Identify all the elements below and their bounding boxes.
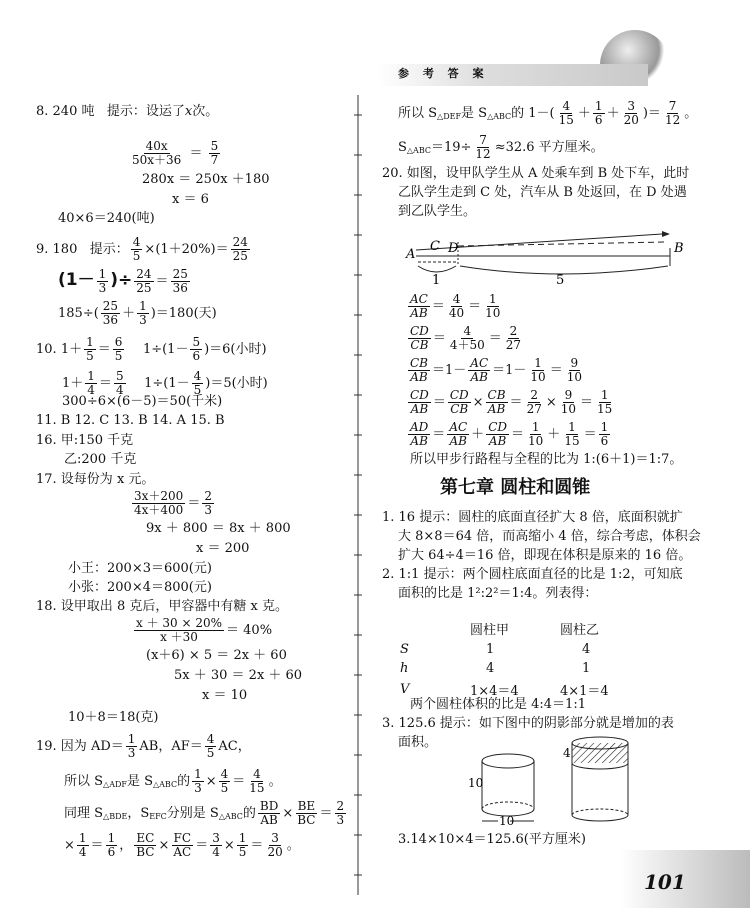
table-header: 圆柱甲 bbox=[470, 623, 510, 638]
q19-text: ，S bbox=[127, 806, 150, 821]
q19-text: 。 bbox=[268, 774, 282, 789]
frac-num: 1 bbox=[107, 831, 116, 845]
frac-num: 1 bbox=[98, 267, 107, 281]
c3-line1: 3. 125.6 提示：如下图中的阴影部分就是增加的表 bbox=[382, 716, 674, 731]
frac-den: 5 bbox=[193, 383, 202, 397]
q9-text: ＋ bbox=[122, 306, 136, 321]
q8-answer: 8. 240 吨 bbox=[36, 104, 95, 119]
q19-text: 。 bbox=[286, 838, 300, 853]
q20-route-diagram bbox=[400, 222, 690, 292]
frac-num: 1 bbox=[238, 831, 247, 845]
q19-sub: △ADF bbox=[103, 780, 127, 789]
frac-num: AC bbox=[449, 420, 468, 434]
frac-num: 5 bbox=[192, 335, 201, 349]
c3-line2: 面积。 bbox=[398, 735, 438, 750]
q19-text: 的 bbox=[242, 806, 256, 821]
frac-den: 6 bbox=[600, 434, 609, 448]
q20-eq2 bbox=[406, 325, 525, 352]
cylinder-original bbox=[482, 754, 534, 821]
frac-den: 6 bbox=[594, 113, 603, 127]
q9-text: 185÷( bbox=[58, 306, 99, 321]
frac-num: 4 bbox=[253, 767, 261, 781]
frac-num: 4 bbox=[206, 732, 215, 746]
frac-num: 25 bbox=[102, 299, 119, 313]
q20-text: ＝ bbox=[580, 395, 594, 410]
q8-hint: 提示：设运了 bbox=[106, 104, 185, 119]
frac-den: 10 bbox=[530, 370, 546, 384]
label-5: 5 bbox=[556, 273, 565, 288]
frac-den: 27 bbox=[505, 338, 522, 352]
q9-answer: 9. 180 bbox=[36, 242, 78, 257]
frac-num: 1 bbox=[86, 335, 94, 349]
frac-num: 1 bbox=[568, 420, 576, 434]
q10-num: 10. bbox=[36, 342, 57, 357]
rt-text: 所以 S bbox=[398, 106, 438, 121]
arrow-head bbox=[662, 231, 670, 237]
q8-line1 bbox=[36, 104, 218, 120]
table-cell: 4 bbox=[582, 642, 591, 657]
q20-text: × bbox=[472, 395, 484, 410]
frac-num: 1 bbox=[600, 420, 609, 434]
c3-result: 3.14×10×4＝125.6(平方厘米) bbox=[398, 832, 586, 847]
q20-text: ＝ bbox=[431, 299, 445, 314]
q9-line2 bbox=[58, 268, 192, 295]
frac-den: 20 bbox=[623, 113, 639, 127]
frac-den: AB bbox=[449, 434, 467, 448]
q18-eq2: (x＋6) × 5 ＝ 2x ＋ 60 bbox=[146, 648, 287, 663]
q20-text: ＋ bbox=[547, 427, 561, 442]
label-a: A bbox=[406, 247, 416, 262]
frac-num: CD bbox=[449, 388, 469, 402]
frac-den: AB bbox=[410, 434, 428, 448]
q17-eq1 bbox=[130, 490, 216, 517]
q20-text: ＝ bbox=[432, 331, 446, 346]
frac-den: 40 bbox=[448, 306, 465, 320]
frac-den: 27 bbox=[526, 402, 542, 416]
q20-line3: 到乙队学生。 bbox=[398, 204, 477, 219]
frac-den: 5 bbox=[238, 845, 247, 859]
q20-text: ＝1－ bbox=[492, 363, 527, 378]
frac-den: x ＋30 bbox=[160, 630, 198, 644]
rt-text: ＋ bbox=[606, 106, 620, 121]
frac-den: 20 bbox=[267, 845, 283, 859]
q8-eq-sign: ＝ bbox=[189, 146, 203, 161]
frac-den: AB bbox=[488, 434, 507, 448]
q20-text: ＝ bbox=[511, 427, 525, 442]
q20-line2: 乙队学生走到 C 处，汽车从 B 处返回，在 D 处遇 bbox=[398, 185, 687, 200]
table-header-row bbox=[400, 617, 650, 640]
q8-eq-rnum: 5 bbox=[210, 139, 219, 153]
frac-den: 15 bbox=[564, 434, 580, 448]
table-cell: 4×1＝4 bbox=[560, 684, 609, 699]
q10-line2 bbox=[62, 370, 268, 397]
table-cell: 1 bbox=[582, 661, 591, 676]
frac-den: BC bbox=[136, 845, 155, 859]
frac-num: EC bbox=[136, 831, 155, 845]
q20-text: ＋ bbox=[471, 427, 485, 442]
frac-num: 1 bbox=[531, 420, 540, 434]
q9-text: (1－ bbox=[58, 270, 95, 290]
frac-den: 5 bbox=[86, 349, 94, 363]
frac-num: FC bbox=[173, 831, 192, 845]
q20-text: ＝ bbox=[488, 331, 502, 346]
q19-sub: EFC bbox=[149, 812, 167, 821]
q8-var: x bbox=[184, 104, 193, 119]
q19-sub: △ABC bbox=[218, 812, 243, 821]
frac-den: 5 bbox=[206, 746, 215, 760]
frac-num: CD bbox=[488, 420, 507, 434]
q10-text: )＝5(小时) bbox=[205, 376, 268, 391]
frac-num: x ＋ 30 × 20% bbox=[136, 616, 223, 630]
frac-den: 4 bbox=[115, 383, 124, 397]
q19-text: ＝ bbox=[319, 806, 333, 821]
frac-den: AB bbox=[410, 402, 429, 416]
frac-den: AB bbox=[470, 370, 488, 384]
q8-eq-rden: 7 bbox=[210, 153, 219, 167]
frac-num: 3 bbox=[212, 831, 220, 845]
q19-sub: △BDE bbox=[103, 812, 128, 821]
frac-num: 1 bbox=[600, 388, 609, 402]
brace-1 bbox=[418, 266, 456, 272]
frac-den: 12 bbox=[664, 113, 681, 127]
table-cell: 1×4＝4 bbox=[470, 684, 519, 699]
q8-eq1 bbox=[128, 140, 222, 167]
frac-num: AC bbox=[470, 356, 489, 370]
q9-line3 bbox=[58, 300, 217, 327]
table-cell: V bbox=[400, 682, 410, 697]
frac-num: AD bbox=[410, 420, 429, 434]
q18-sign: ＝ 40% bbox=[226, 623, 273, 638]
frac-den: 3 bbox=[204, 503, 212, 517]
frac-num: 25 bbox=[172, 267, 188, 281]
c2-line3: 两个圆柱体积的比是 4:4＝1:1 bbox=[410, 697, 586, 712]
q19-text: × bbox=[64, 838, 75, 853]
q19-text: × bbox=[205, 774, 217, 789]
q19-text: 19. 因为 AD＝ bbox=[36, 739, 124, 754]
page-header bbox=[378, 58, 658, 86]
q10-text: 1÷(1－ bbox=[144, 376, 190, 391]
q10-text: 1＋ bbox=[60, 342, 83, 357]
frac-num: 1 bbox=[594, 99, 603, 113]
frac-den: AB bbox=[410, 370, 428, 384]
rt-text: 。 bbox=[684, 106, 698, 121]
frac-den: 15 bbox=[249, 781, 265, 795]
frac-num: 2 bbox=[509, 324, 518, 338]
c1-line1: 1. 16 提示：圆柱的底面直径扩大 8 倍，底面积就扩 bbox=[382, 510, 683, 525]
frac-den: CB bbox=[410, 338, 429, 352]
q20-text: ＝ bbox=[509, 395, 523, 410]
frac-den: 15 bbox=[558, 113, 574, 127]
frac-num: 9 bbox=[570, 356, 579, 370]
c2-line2: 面积的比是 1²:2²＝1:4。列表得： bbox=[398, 586, 598, 601]
frac-den: 10 bbox=[566, 370, 582, 384]
frac-num: 24 bbox=[232, 235, 248, 249]
q20-text: ＝ bbox=[432, 427, 446, 442]
q20-line1: 20. 如图，设甲队学生从 A 处乘车到 B 处下车，此时 bbox=[382, 166, 690, 181]
q19-text: 同理 S bbox=[64, 806, 104, 821]
frac-den: 10 bbox=[560, 402, 577, 416]
table-row bbox=[400, 640, 650, 659]
frac-num: BE bbox=[297, 799, 316, 813]
q17-eq3: x ＝ 200 bbox=[196, 541, 250, 556]
table-cell: S bbox=[400, 642, 409, 657]
q17-wang: 小王：200×3＝600(元) bbox=[68, 561, 212, 576]
header-title: 参 考 答 案 bbox=[398, 67, 489, 80]
q10-text: ＝ bbox=[97, 342, 111, 357]
q19-text: ＝ bbox=[90, 838, 104, 853]
q20-text: ＝ bbox=[468, 299, 482, 314]
q16-line1: 16. 甲:150 千克 bbox=[36, 433, 134, 448]
q9-hint: 提示： bbox=[89, 242, 129, 257]
q19-line4 bbox=[64, 832, 300, 859]
frac-num: 24 bbox=[136, 267, 152, 281]
frac-num: CB bbox=[487, 388, 506, 402]
label-1: 1 bbox=[432, 273, 441, 288]
q10-result: 300÷6×(6－5)＝50(千米) bbox=[62, 394, 223, 409]
q17-zhang: 小张：200×4＝800(元) bbox=[68, 580, 212, 595]
frac-num: 3 bbox=[627, 99, 636, 113]
q19-text: ＝ bbox=[195, 838, 209, 853]
frac-num: 1 bbox=[87, 369, 95, 383]
q20-text: ＝ bbox=[549, 363, 563, 378]
frac-den: 5 bbox=[220, 781, 229, 795]
q17-line1: 17. 设每份为 x 元。 bbox=[36, 472, 155, 487]
q9-line1 bbox=[36, 236, 252, 263]
c1-line2: 大 8×8＝64 倍，而高缩小 4 倍，综合考虑，体积会 bbox=[398, 529, 701, 544]
frac-num: 4 bbox=[562, 99, 571, 113]
q8-eq3: x ＝ 6 bbox=[172, 192, 209, 207]
table-row bbox=[400, 659, 650, 678]
rt-text: 是 S bbox=[461, 106, 488, 121]
q19-line2 bbox=[64, 768, 282, 795]
frac-den: 6 bbox=[107, 845, 116, 859]
q11-15-answers: 11. B 12. C 13. B 14. A 15. B bbox=[36, 413, 225, 428]
chapter-title: 第七章 圆柱和圆锥 bbox=[440, 477, 591, 498]
frac-den: 4x＋400 bbox=[134, 503, 184, 517]
frac-num: BD bbox=[259, 799, 279, 813]
frac-num: CD bbox=[410, 388, 429, 402]
q19-text: 是 S bbox=[126, 774, 153, 789]
q9-text: ×(1＋20%)＝ bbox=[144, 242, 229, 257]
q10-text: )＝6(小时) bbox=[204, 342, 267, 357]
frac-num: 7 bbox=[668, 99, 677, 113]
rt-text: )＝ bbox=[642, 106, 661, 121]
label-c: C bbox=[430, 239, 440, 254]
q20-text: ＝ bbox=[583, 427, 597, 442]
frac-den: 3 bbox=[98, 281, 107, 295]
frac-den: AB bbox=[487, 402, 506, 416]
frac-den: 5 bbox=[114, 349, 123, 363]
frac-den: AC bbox=[173, 845, 192, 859]
q16-line2: 乙:200 千克 bbox=[64, 452, 137, 467]
q9-text: )＝180(天) bbox=[150, 306, 217, 321]
q19-sub: △ABC bbox=[153, 780, 178, 789]
frac-num: 1 bbox=[488, 292, 497, 306]
table-header bbox=[400, 617, 470, 640]
q20-eq3 bbox=[406, 357, 586, 384]
table-header: 圆柱乙 bbox=[560, 623, 600, 638]
table-cell: 1 bbox=[486, 642, 495, 657]
frac-num: 3 bbox=[271, 831, 279, 845]
frac-den: BC bbox=[297, 813, 316, 827]
frac-num: 4 bbox=[193, 369, 202, 383]
table-cell: 4 bbox=[486, 661, 495, 676]
frac-num: 4 bbox=[220, 767, 229, 781]
q19-line3 bbox=[64, 800, 348, 827]
table-cell: h bbox=[400, 661, 409, 676]
frac-den: 15 bbox=[597, 402, 613, 416]
rt-text: ＝19÷ bbox=[430, 140, 472, 155]
rt-text: ＋ bbox=[577, 106, 591, 121]
frac-den: 10 bbox=[528, 434, 544, 448]
q18-eq4: x ＝ 10 bbox=[202, 688, 248, 703]
frac-den: 4 bbox=[212, 845, 220, 859]
page-footer bbox=[598, 850, 750, 908]
frac-den: 36 bbox=[172, 281, 188, 295]
frac-num: CB bbox=[410, 356, 428, 370]
rt-sub: △ABC bbox=[487, 112, 512, 121]
frac-den: 3 bbox=[139, 313, 147, 327]
q10-text: 1＋ bbox=[62, 376, 84, 391]
q9-text: ＝ bbox=[155, 274, 169, 289]
c2-line1: 2. 1:1 提示：两个圆柱底面直径的比是 1:2，可知底 bbox=[382, 567, 683, 582]
frac-num: AC bbox=[410, 292, 428, 306]
q19-text: AB，AF＝ bbox=[139, 739, 203, 754]
rt-line1 bbox=[398, 100, 697, 127]
q19-text: 分别是 S bbox=[166, 806, 219, 821]
frac-num: 2 bbox=[204, 489, 212, 503]
q20-eq5 bbox=[406, 421, 612, 448]
rt-text: S bbox=[398, 140, 407, 155]
cylinder-table bbox=[400, 617, 650, 701]
frac-num: 6 bbox=[114, 335, 123, 349]
q20-eq4 bbox=[406, 389, 616, 416]
frac-den: 3 bbox=[127, 746, 136, 760]
column-divider bbox=[352, 95, 364, 895]
frac-num: 3x＋200 bbox=[134, 489, 184, 503]
q19-text: 的 bbox=[177, 774, 191, 789]
frac-den: 4＋50 bbox=[449, 338, 485, 352]
q8-tail: 次。 bbox=[192, 104, 219, 119]
q19-text: AC， bbox=[218, 739, 251, 754]
label-d: D bbox=[448, 241, 459, 256]
cylinder-increased bbox=[572, 737, 628, 821]
frac-num: 1 bbox=[194, 767, 202, 781]
q20-text: ＝1－ bbox=[432, 363, 467, 378]
frac-num: 7 bbox=[479, 133, 487, 147]
q8-eq-den: 50x＋36 bbox=[132, 153, 182, 167]
page-number: 101 bbox=[644, 870, 686, 894]
q19-text: × bbox=[223, 838, 235, 853]
q17-eq2: 9x ＋ 800 ＝ 8x ＋ 800 bbox=[146, 521, 291, 536]
q19-text: 所以 S bbox=[64, 774, 104, 789]
frac-den: 3 bbox=[336, 813, 345, 827]
rt-sub: △DEF bbox=[437, 112, 462, 121]
q19-text: ＝ bbox=[232, 774, 246, 789]
diameter-label-10: 10 bbox=[499, 814, 515, 827]
rt-text: 的 1－( bbox=[511, 106, 555, 121]
q8-eq2: 280x ＝ 250x ＋180 bbox=[142, 172, 270, 187]
q19-text: ， bbox=[119, 838, 133, 853]
q8-result: 40×6＝240(吨) bbox=[58, 211, 155, 226]
frac-num: 1 bbox=[139, 299, 147, 313]
q20-eq1 bbox=[406, 293, 504, 320]
c1-line3: 扩大 64÷4＝16 倍，即现在体积是原来的 16 倍。 bbox=[398, 548, 692, 563]
frac-den: 3 bbox=[194, 781, 202, 795]
frac-num: 5 bbox=[115, 369, 124, 383]
frac-num: 4 bbox=[463, 324, 472, 338]
frac-den: 12 bbox=[475, 147, 491, 161]
rt-sub: △ABC bbox=[406, 146, 431, 155]
frac-den: 4 bbox=[78, 845, 87, 859]
q19-text: ＝ bbox=[250, 838, 264, 853]
frac-den: CB bbox=[450, 402, 469, 416]
q20-conclusion: 所以甲步行路程与全程的比为 1:(6＋1)＝1:7。 bbox=[410, 452, 683, 467]
q8-eq-num: 40x bbox=[145, 139, 168, 153]
q9-text: )÷ bbox=[110, 270, 133, 290]
frac-den: 36 bbox=[102, 313, 119, 327]
height-label-4: 4 bbox=[563, 746, 571, 760]
frac-num: 4 bbox=[132, 235, 141, 249]
frac-den: 6 bbox=[192, 349, 201, 363]
cylinders-figure bbox=[460, 735, 660, 827]
q10-line1 bbox=[36, 336, 267, 363]
return-path bbox=[458, 242, 666, 246]
frac-num: 2 bbox=[530, 388, 539, 402]
frac-den: 10 bbox=[485, 306, 501, 320]
frac-num: 1 bbox=[534, 356, 542, 370]
frac-den: 4 bbox=[87, 383, 95, 397]
frac-num: 2 bbox=[336, 799, 345, 813]
q10-text: ＝ bbox=[98, 376, 112, 391]
rt-line2 bbox=[398, 134, 604, 161]
frac-num: 1 bbox=[127, 732, 136, 746]
rt-text: ≈32.6 平方厘米。 bbox=[494, 140, 604, 155]
q20-text: × bbox=[545, 395, 557, 410]
frac-den: AB bbox=[260, 813, 278, 827]
frac-den: 25 bbox=[136, 281, 152, 295]
q10-text: 1÷(1－ bbox=[142, 342, 189, 357]
q19-line1 bbox=[36, 733, 251, 760]
frac-num: 9 bbox=[564, 388, 573, 402]
frac-num: 4 bbox=[452, 292, 461, 306]
q20-text: ＝ bbox=[432, 395, 446, 410]
q19-text: × bbox=[158, 838, 170, 853]
q19-text: × bbox=[282, 806, 294, 821]
q18-line1: 18. 设甲取出 8 克后，甲容器中有糖 x 克。 bbox=[36, 599, 288, 614]
height-label-10: 10 bbox=[468, 776, 484, 790]
q18-eq3: 5x ＋ 30 ＝ 2x ＋ 60 bbox=[174, 668, 303, 683]
q17-sign: ＝ bbox=[187, 496, 201, 511]
frac-num: CD bbox=[410, 324, 429, 338]
frac-den: AB bbox=[410, 306, 428, 320]
q18-eq1 bbox=[132, 617, 272, 644]
frac-num: 1 bbox=[78, 831, 87, 845]
q18-result: 10＋8＝18(克) bbox=[68, 710, 159, 725]
label-b: B bbox=[674, 241, 684, 256]
frac-den: 5 bbox=[132, 249, 141, 263]
frac-den: 25 bbox=[232, 249, 248, 263]
